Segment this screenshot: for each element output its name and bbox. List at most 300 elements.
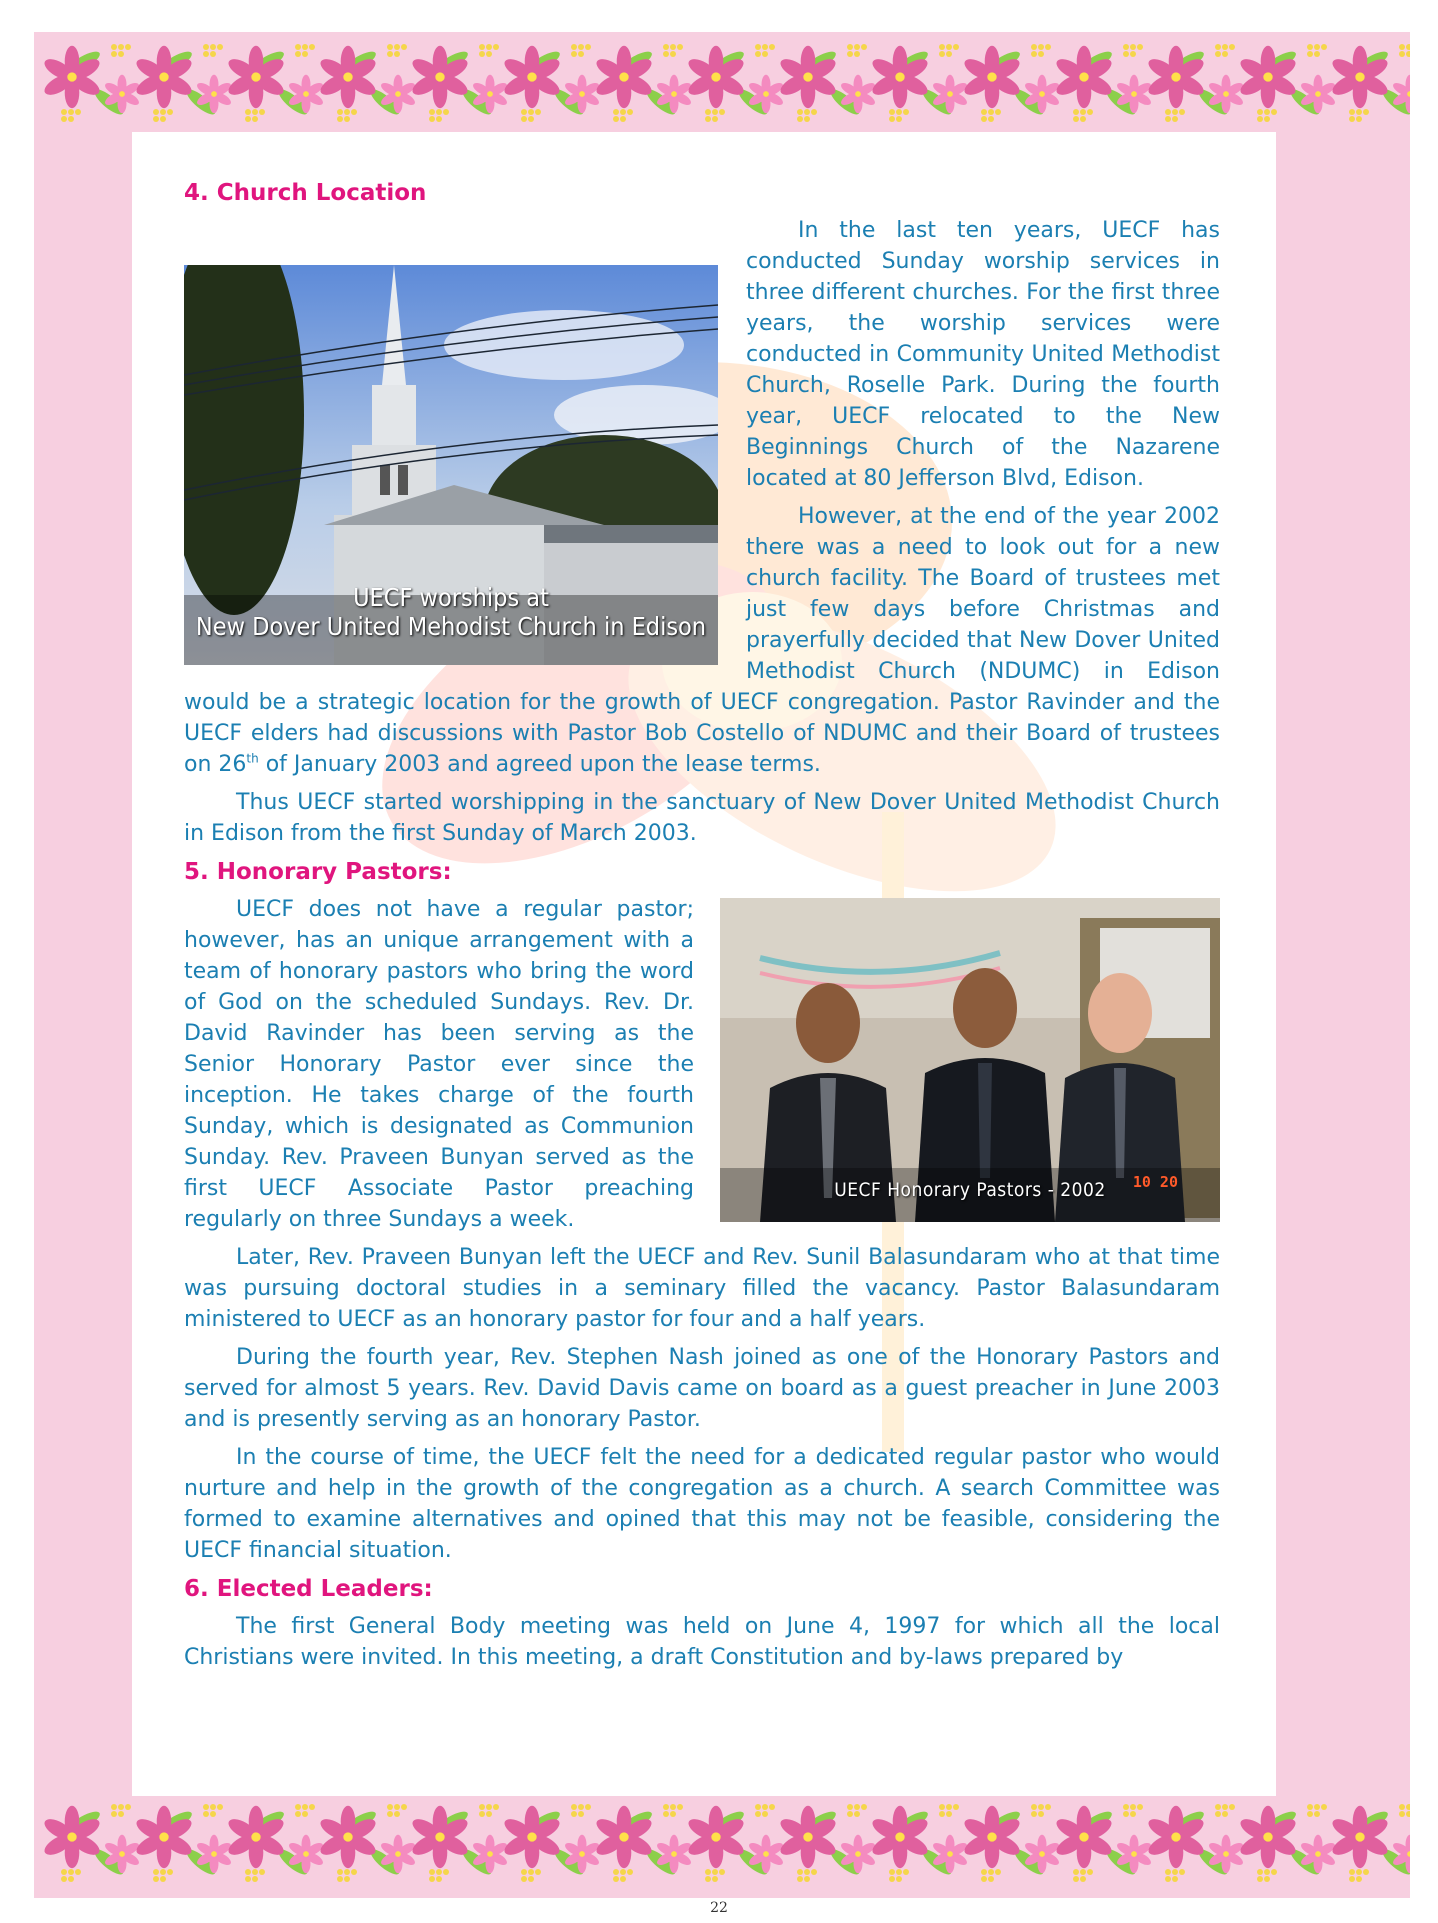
blossom-dot	[1257, 1869, 1263, 1875]
blossom-dot	[394, 44, 400, 50]
blossom-dot	[295, 44, 301, 50]
blossom-dot	[578, 44, 584, 50]
blossom-dot	[259, 109, 265, 115]
blossom-dot	[889, 109, 895, 115]
blossom-dot	[1215, 44, 1221, 50]
blossom-dot	[528, 109, 534, 115]
blossom-dot	[351, 109, 357, 115]
paragraph: In the course of time, the UECF felt the need for a dedicated regular pastor who would nurture and help in the growth of the congregation as a church. A search Committee was formed to examine alternatives and opined that this may not be feasible, considering the UECF financial situation.	[184, 1445, 1220, 1563]
blossom-dot	[387, 51, 393, 57]
blossom-dot	[528, 1876, 534, 1882]
blossom-dot	[1307, 51, 1313, 57]
blossom-dot	[1165, 116, 1171, 122]
blossom-dot	[663, 1804, 669, 1810]
blossom-dot	[755, 1804, 761, 1810]
blossom-dot	[712, 1876, 718, 1882]
blossom-dot	[1087, 1869, 1093, 1875]
blossom-dot	[953, 44, 959, 50]
blossom-dot	[61, 116, 67, 122]
blossom-dot	[889, 1876, 895, 1882]
blossom-dot	[1406, 51, 1410, 57]
blossom-dot	[677, 44, 683, 50]
blossom-dot	[896, 1869, 902, 1875]
blossom-dot	[1264, 1876, 1270, 1882]
blossom-dot	[1264, 1869, 1270, 1875]
blossom-dot	[670, 1811, 676, 1817]
blossom-dot	[811, 1869, 817, 1875]
blossom-dot	[1307, 1811, 1313, 1817]
blossom-dot	[1257, 109, 1263, 115]
blossom-dot	[167, 1869, 173, 1875]
blossom-dot	[245, 109, 251, 115]
blossom-dot	[1080, 1876, 1086, 1882]
blossom-dot	[1314, 51, 1320, 57]
blossom-dot	[61, 109, 67, 115]
blossom-dot	[995, 109, 1001, 115]
blossom-dot	[302, 1811, 308, 1817]
blossom-dot	[571, 44, 577, 50]
blossom-dot	[118, 51, 124, 57]
blossom-dot	[203, 1804, 209, 1810]
blossom-dot	[1406, 44, 1410, 50]
blossom-dot	[1307, 44, 1313, 50]
blossom-dot	[75, 109, 81, 115]
blossom-dot	[111, 1811, 117, 1817]
blossom-dot	[125, 44, 131, 50]
blossom-dot	[854, 1811, 860, 1817]
blossom-dot	[337, 116, 343, 122]
blossom-dot	[61, 1869, 67, 1875]
blossom-dot	[118, 1804, 124, 1810]
blossom-dot	[252, 116, 258, 122]
blossom-dot	[903, 1869, 909, 1875]
blossom-dot	[1271, 109, 1277, 115]
article-body	[184, 178, 1220, 1680]
blossom-dot	[486, 44, 492, 50]
blossom-dot	[847, 51, 853, 57]
page-number: 22	[710, 1900, 728, 1916]
blossom-dot	[1321, 44, 1327, 50]
blossom-dot	[436, 116, 442, 122]
blossom-dot	[160, 1876, 166, 1882]
blossom-dot	[903, 109, 909, 115]
blossom-dot	[1215, 51, 1221, 57]
blossom-dot	[1038, 1804, 1044, 1810]
blossom-dot	[1123, 51, 1129, 57]
blossom-dot	[1349, 109, 1355, 115]
blossom-dot	[295, 1811, 301, 1817]
blossom-dot	[981, 1876, 987, 1882]
section-heading-church-location: 4. Church Location	[184, 180, 427, 206]
blossom-dot	[854, 51, 860, 57]
blossom-dot	[443, 109, 449, 115]
blossom-dot	[1363, 109, 1369, 115]
photo-datestamp: 10 20	[1132, 1173, 1178, 1191]
blossom-dot	[1399, 1804, 1405, 1810]
blossom-dot	[429, 109, 435, 115]
blossom-dot	[1080, 1869, 1086, 1875]
blossom-dot	[981, 116, 987, 122]
blossom-dot	[854, 44, 860, 50]
blossom-dot	[309, 44, 315, 50]
blossom-dot	[125, 1804, 131, 1810]
paragraph: Later, Rev. Praveen Bunyan left the UECF and Rev. Sunil Balasundaram who at that time was pursuing doctoral studies in a seminary filled the vacancy. Pastor Balasundaram ministered to UECF as an honorary pastor for four and a half years.	[184, 1245, 1220, 1332]
blossom-dot	[1073, 1869, 1079, 1875]
blossom-dot	[68, 116, 74, 122]
blossom-dot	[585, 1804, 591, 1810]
blossom-dot	[1038, 44, 1044, 50]
blossom-dot	[479, 44, 485, 50]
blossom-dot	[252, 109, 258, 115]
blossom-dot	[719, 1869, 725, 1875]
blossom-dot	[479, 1804, 485, 1810]
blossom-dot	[712, 1869, 718, 1875]
blossom-dot	[1080, 109, 1086, 115]
blossom-dot	[387, 44, 393, 50]
blossom-dot	[847, 44, 853, 50]
blossom-dot	[295, 1804, 301, 1810]
blossom-dot	[387, 1811, 393, 1817]
blossom-dot	[118, 1811, 124, 1817]
blossom-dot	[578, 1804, 584, 1810]
blossom-dot	[153, 116, 159, 122]
blossom-dot	[1080, 116, 1086, 122]
blossom-dot	[939, 51, 945, 57]
blossom-dot	[210, 51, 216, 57]
blossom-dot	[762, 51, 768, 57]
blossom-dot	[1307, 1804, 1313, 1810]
blossom-dot	[620, 109, 626, 115]
blossom-dot	[486, 1811, 492, 1817]
blossom-dot	[153, 109, 159, 115]
blossom-dot	[804, 109, 810, 115]
blossom-dot	[627, 1869, 633, 1875]
blossom-dot	[712, 116, 718, 122]
blossom-dot	[1215, 1804, 1221, 1810]
blossom-dot	[613, 1869, 619, 1875]
blossom-dot	[889, 116, 895, 122]
blossom-dot	[797, 109, 803, 115]
blossom-dot	[521, 1869, 527, 1875]
church-photo-caption-line1: UECF worships at	[353, 583, 549, 612]
blossom-dot	[1073, 1876, 1079, 1882]
blossom-dot	[1179, 109, 1185, 115]
blossom-dot	[804, 1869, 810, 1875]
blossom-dot	[578, 51, 584, 57]
blossom-dot	[988, 1869, 994, 1875]
blossom-dot	[1137, 1804, 1143, 1810]
blossom-dot	[535, 1869, 541, 1875]
blossom-dot	[946, 51, 952, 57]
blossom-dot	[847, 1811, 853, 1817]
blossom-dot	[521, 116, 527, 122]
blossom-dot	[1172, 1876, 1178, 1882]
blossom-dot	[528, 1869, 534, 1875]
blossom-dot	[1031, 51, 1037, 57]
blossom-dot	[988, 1876, 994, 1882]
blossom-dot	[118, 44, 124, 50]
blossom-dot	[429, 1869, 435, 1875]
blossom-dot	[1130, 1811, 1136, 1817]
blossom-dot	[1314, 1811, 1320, 1817]
blossom-dot	[337, 109, 343, 115]
blossom-dot	[1165, 1869, 1171, 1875]
blossom-dot	[1271, 1869, 1277, 1875]
blossom-dot	[1229, 44, 1235, 50]
blossom-dot	[981, 1869, 987, 1875]
blossom-dot	[111, 44, 117, 50]
blossom-dot	[613, 1876, 619, 1882]
blossom-dot	[479, 1811, 485, 1817]
blossom-dot	[1073, 116, 1079, 122]
paragraph: UECF does not have a regular pastor; however, has an unique arrangement with a team of honorary pastors who bring the word of God on the scheduled Sundays. Rev. Dr. David Ravinder has been serving as the Senior Honorary Pastor ever since the inception. He takes charge of the fourth Sunday, which is designated as Communion Sunday. Rev. Praveen Bunyan served as the first UECF Associate Pastor preaching regularly on three Sundays a week.	[184, 897, 694, 1232]
blossom-dot	[486, 51, 492, 57]
blossom-dot	[613, 116, 619, 122]
blossom-dot	[68, 1876, 74, 1882]
blossom-dot	[712, 109, 718, 115]
church-photo-caption	[184, 583, 718, 641]
blossom-dot	[203, 44, 209, 50]
blossom-dot	[861, 44, 867, 50]
blossom-dot	[486, 1804, 492, 1810]
blossom-dot	[210, 1804, 216, 1810]
blossom-dot	[1031, 44, 1037, 50]
blossom-dot	[1399, 51, 1405, 57]
blossom-dot	[1356, 109, 1362, 115]
blossom-dot	[755, 51, 761, 57]
blossom-dot	[670, 51, 676, 57]
blossom-dot	[995, 1869, 1001, 1875]
blossom-dot	[1349, 116, 1355, 122]
blossom-dot	[797, 116, 803, 122]
blossom-dot	[797, 1869, 803, 1875]
blossom-dot	[670, 44, 676, 50]
blossom-dot	[344, 1869, 350, 1875]
blossom-dot	[68, 1869, 74, 1875]
blossom-dot	[1172, 1869, 1178, 1875]
blossom-dot	[68, 109, 74, 115]
blossom-dot	[1314, 44, 1320, 50]
blossom-dot	[153, 1869, 159, 1875]
blossom-dot	[1222, 1804, 1228, 1810]
blossom-dot	[1406, 1804, 1410, 1810]
blossom-dot	[769, 1804, 775, 1810]
blossom-dot	[401, 1804, 407, 1810]
blossom-dot	[111, 51, 117, 57]
paragraph-text: of January 2003 and agreed upon the lease terms.	[258, 752, 821, 777]
blossom-dot	[1264, 116, 1270, 122]
blossom-dot	[436, 109, 442, 115]
blossom-dot	[436, 1876, 442, 1882]
blossom-dot	[627, 109, 633, 115]
blossom-dot	[1399, 44, 1405, 50]
blossom-dot	[804, 1876, 810, 1882]
blossom-dot	[210, 44, 216, 50]
blossom-dot	[1130, 44, 1136, 50]
paragraph: The first General Body meeting was held on June 4, 1997 for which all the local Christians were invited. In this meeting, a draft Constitution and by-laws prepared by	[184, 1614, 1220, 1670]
blossom-dot	[217, 44, 223, 50]
blossom-dot	[1123, 1804, 1129, 1810]
blossom-dot	[1123, 44, 1129, 50]
paragraph: Thus UECF started worshipping in the sanctuary of New Dover United Methodist Church in Edison from the first Sunday of March 2003.	[184, 790, 1220, 846]
blossom-dot	[203, 51, 209, 57]
blossom-dot	[245, 116, 251, 122]
blossom-dot	[1172, 116, 1178, 122]
blossom-dot	[443, 1869, 449, 1875]
blossom-dot	[302, 51, 308, 57]
blossom-dot	[160, 1869, 166, 1875]
blossom-dot	[719, 109, 725, 115]
blossom-dot	[663, 51, 669, 57]
blossom-dot	[988, 116, 994, 122]
blossom-dot	[337, 1876, 343, 1882]
blossom-dot	[521, 109, 527, 115]
blossom-dot	[677, 1804, 683, 1810]
blossom-dot	[344, 116, 350, 122]
blossom-dot	[75, 1869, 81, 1875]
blossom-dot	[302, 1804, 308, 1810]
blossom-dot	[1257, 1876, 1263, 1882]
blossom-dot	[571, 51, 577, 57]
blossom-dot	[210, 1811, 216, 1817]
blossom-dot	[1130, 51, 1136, 57]
blossom-dot	[663, 44, 669, 50]
blossom-dot	[1165, 1876, 1171, 1882]
blossom-dot	[663, 1811, 669, 1817]
floral-border-bottom	[34, 1792, 1410, 1898]
blossom-dot	[1356, 1869, 1362, 1875]
blossom-dot	[394, 1811, 400, 1817]
blossom-dot	[1314, 1804, 1320, 1810]
blossom-dot	[1399, 1811, 1405, 1817]
blossom-dot	[1229, 1804, 1235, 1810]
blossom-dot	[620, 1869, 626, 1875]
blossom-dot	[535, 109, 541, 115]
paragraph: During the fourth year, Rev. Stephen Nash joined as one of the Honorary Pastors and served for almost 5 years. Rev. David Davis came on board as a guest preacher in June 2003 and is presently serving as an honorary Pastor.	[184, 1345, 1220, 1432]
blossom-dot	[493, 1804, 499, 1810]
blossom-dot	[946, 1811, 952, 1817]
blossom-dot	[1045, 1804, 1051, 1810]
blossom-dot	[493, 44, 499, 50]
blossom-dot	[762, 1811, 768, 1817]
blossom-dot	[521, 1876, 527, 1882]
blossom-dot	[167, 109, 173, 115]
blossom-dot	[1137, 44, 1143, 50]
blossom-dot	[1031, 1811, 1037, 1817]
pastors-photo-caption: UECF Honorary Pastors - 2002	[834, 1179, 1106, 1201]
blossom-dot	[111, 1804, 117, 1810]
blossom-dot	[585, 44, 591, 50]
blossom-dot	[1045, 44, 1051, 50]
blossom-dot	[309, 1804, 315, 1810]
paragraph-text: However, at the end of the year 2002 there was a need to look out for a new church facility. The Board of trustees met just few days before Christmas and prayerfully decided that New Dover United Methodist Church (NDUMC) in Edison would be a strategic location for the growth of UECF congregation. Pastor Ravinder and the UECF elders had discussions with Pastor Bob Costello of NDUMC and their Board of trustees on 26	[184, 504, 1220, 777]
blossom-dot	[946, 1804, 952, 1810]
blossom-dot	[755, 44, 761, 50]
blossom-dot	[939, 44, 945, 50]
blossom-dot	[252, 1876, 258, 1882]
blossom-dot	[394, 1804, 400, 1810]
blossom-dot	[705, 116, 711, 122]
blossom-dot	[769, 44, 775, 50]
blossom-dot	[705, 109, 711, 115]
blossom-dot	[245, 1869, 251, 1875]
blossom-dot	[436, 1869, 442, 1875]
blossom-dot	[1264, 109, 1270, 115]
blossom-dot	[245, 1876, 251, 1882]
blossom-dot	[1356, 116, 1362, 122]
blossom-dot	[620, 116, 626, 122]
blossom-dot	[394, 51, 400, 57]
blossom-dot	[1130, 1804, 1136, 1810]
section-heading-elected-leaders: 6. Elected Leaders:	[184, 1576, 433, 1602]
blossom-dot	[1172, 109, 1178, 115]
blossom-dot	[429, 1876, 435, 1882]
blossom-dot	[160, 116, 166, 122]
blossom-dot	[1363, 1869, 1369, 1875]
pastors-photo	[720, 898, 1220, 1222]
blossom-dot	[252, 1869, 258, 1875]
blossom-dot	[337, 1869, 343, 1875]
blossom-dot	[981, 109, 987, 115]
blossom-dot	[896, 1876, 902, 1882]
blossom-dot	[939, 1804, 945, 1810]
blossom-dot	[528, 116, 534, 122]
blossom-dot	[847, 1804, 853, 1810]
blossom-dot	[811, 109, 817, 115]
blossom-dot	[861, 1804, 867, 1810]
blossom-dot	[1406, 1811, 1410, 1817]
blossom-dot	[1031, 1804, 1037, 1810]
blossom-dot	[620, 1876, 626, 1882]
blossom-dot	[1038, 51, 1044, 57]
church-photo	[184, 265, 718, 665]
blossom-dot	[1123, 1811, 1129, 1817]
paragraph: In the last ten years, UECF has conducted Sunday worship services in three different churches. For the first three years, the worship services were conducted in Community United Methodist Church, Roselle Park. During the fourth year, UECF relocated to the New Beginnings Church of the Nazarene located at 80 Jefferson Blvd, Edison.	[746, 218, 1220, 491]
blossom-dot	[217, 1804, 223, 1810]
blossom-dot	[946, 44, 952, 50]
blossom-dot	[160, 109, 166, 115]
blossom-dot	[479, 51, 485, 57]
blossom-dot	[1349, 1869, 1355, 1875]
blossom-dot	[578, 1811, 584, 1817]
blossom-dot	[1222, 51, 1228, 57]
blossom-dot	[1356, 1876, 1362, 1882]
blossom-dot	[613, 109, 619, 115]
section-heading-honorary-pastors: 5. Honorary Pastors:	[184, 859, 452, 885]
blossom-dot	[61, 1876, 67, 1882]
blossom-dot	[1073, 109, 1079, 115]
blossom-dot	[762, 44, 768, 50]
blossom-dot	[762, 1804, 768, 1810]
blossom-dot	[1222, 44, 1228, 50]
blossom-dot	[953, 1804, 959, 1810]
blossom-dot	[1215, 1811, 1221, 1817]
blossom-dot	[705, 1876, 711, 1882]
blossom-dot	[571, 1811, 577, 1817]
blossom-dot	[804, 116, 810, 122]
blossom-dot	[939, 1811, 945, 1817]
blossom-dot	[755, 1811, 761, 1817]
blossom-dot	[429, 116, 435, 122]
blossom-dot	[1165, 109, 1171, 115]
floral-border-top	[34, 32, 1410, 138]
blossom-dot	[302, 44, 308, 50]
blossom-dot	[259, 1869, 265, 1875]
blossom-dot	[387, 1804, 393, 1810]
blossom-dot	[351, 1869, 357, 1875]
blossom-dot	[896, 109, 902, 115]
blossom-dot	[401, 44, 407, 50]
